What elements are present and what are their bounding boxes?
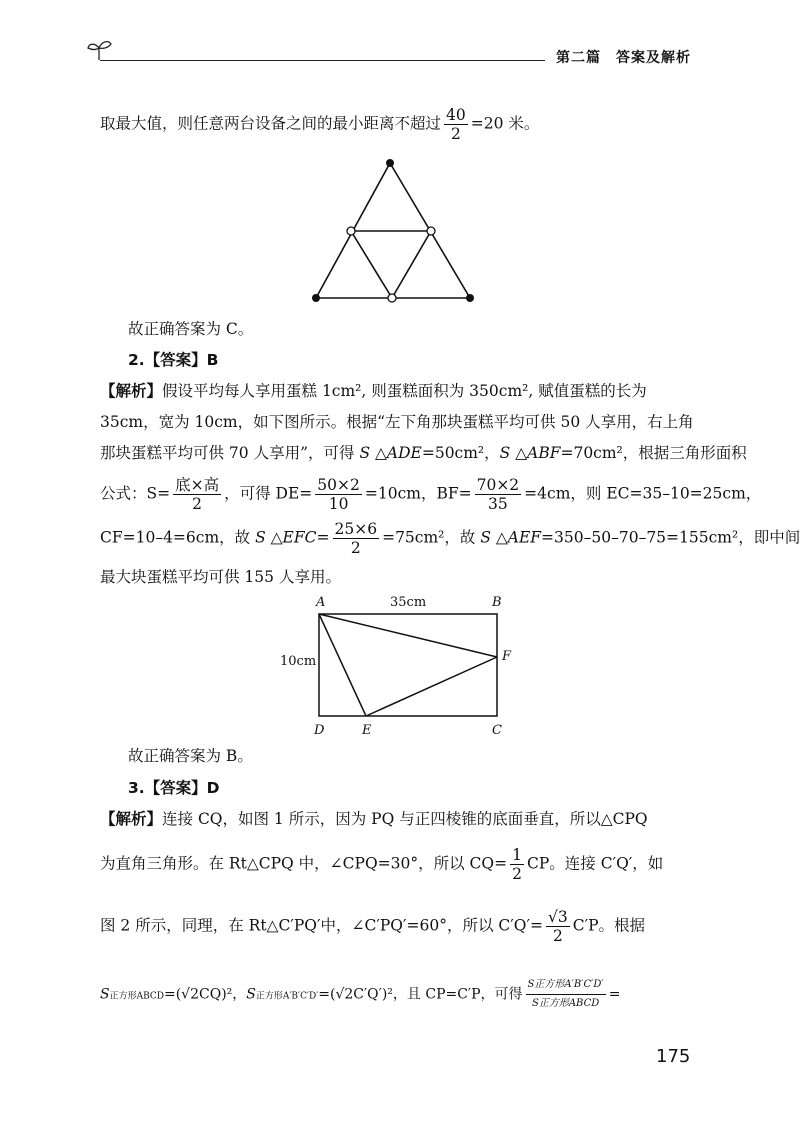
width-label: 10cm (280, 654, 317, 669)
q2-line-6: 最大块蛋糕平均可供 155 人享用。 (100, 568, 341, 586)
header-title: 第二篇 答案及解析 (556, 50, 691, 66)
label-C: C (492, 723, 502, 738)
fraction: $\frac{25\times 6}{2}$ (334, 520, 378, 557)
cake-rectangle (319, 614, 497, 716)
conclusion-2: 故正确答案为 B。 (128, 747, 253, 765)
fraction: $\frac{50\times 2}{10}$ (317, 476, 360, 513)
q3-line-4: S正方形ABCD=(√2CQ)²，S正方形A′B′C′D′=(√2C′Q′)²，且 CP=C′P，可得 $\frac{\text{S正方形A′B′C′D′}}{\text{S正方形ABCD}}$ = (100, 976, 620, 1013)
label-F: F (502, 649, 512, 664)
label-E: E (362, 723, 372, 738)
midpoint-hollow (388, 294, 396, 302)
analysis-tag: 【解析】 (100, 810, 163, 828)
midpoint-hollow (347, 227, 355, 235)
length-label: 35cm (390, 595, 427, 610)
fraction: $\frac{70\times 2}{35}$ (476, 476, 520, 513)
answer-2-label: 2.【答案】B (128, 351, 219, 369)
paragraph-distance (100, 106, 539, 143)
q2-line-5: CF=10–4=6cm，故 S △EFC= $\frac{25\times 6}{2}$ =75cm²，故 S △AEF=350–50–70–75=155cm²，即中间 (100, 520, 800, 557)
device-point-filled (312, 294, 320, 302)
label-D: D (314, 723, 325, 738)
segment-AF (319, 614, 497, 657)
figure-cake-rectangle (270, 590, 530, 740)
segment-AE (319, 614, 366, 716)
answer-3-label: 3.【答案】D (128, 779, 220, 797)
q2-line-1: 【解析】假设平均每人享用蛋糕 1cm², 则蛋糕面积为 350cm², 赋值蛋糕的长为 (100, 382, 647, 400)
label-A: A (316, 595, 326, 610)
q3-line-1: 【解析】连接 CQ，如图 1 所示，因为 PQ 与正四棱锥的底面垂直，所以△CPQ (100, 810, 648, 828)
segment-EF (366, 657, 497, 716)
fraction: $\frac{\text{S正方形A′B′C′D′}}{\text{S正方形ABCD}}$ (526, 976, 606, 1013)
device-point-filled (466, 294, 474, 302)
text: 取最大值，则任意两台设备之间的最小距离不超过 (100, 114, 442, 133)
q3-line-2: 为直角三角形。在 Rt△CPQ 中，∠CPQ=30°，所以 CQ= $\frac{1}{2}$ CP。连接 C′Q′，如 (100, 846, 664, 883)
label-B: B (492, 595, 502, 610)
q2-line-4: 公式：S= $\frac{\text{底×高}}{2}$ ，可得 DE= $\frac{50\times 2}{10}$ =10cm，BF= $\frac{70\times 2}{35}$ =4cm，则 EC=35–10=25cm， (100, 476, 762, 513)
sprout-logo-icon (86, 36, 112, 62)
fraction: $\frac{\text{底×高}}{2}$ (175, 476, 220, 513)
fraction: $\frac{1}{2}$ (512, 846, 522, 883)
q2-line-2: 35cm，宽为 10cm，如下图所示。根据“左下角那块蛋糕平均可供 50 人享用，右上角 (100, 413, 694, 431)
fraction: $\frac{40}{2}$ (446, 106, 466, 143)
device-point-filled (386, 159, 394, 167)
edge (351, 231, 392, 298)
figure-triangle-devices (300, 150, 490, 310)
text: =20 米。 (470, 114, 540, 133)
header-rule (100, 60, 545, 61)
conclusion-1: 故正确答案为 C。 (128, 320, 254, 338)
fraction: $\frac{√3}{2}$ (548, 908, 568, 945)
edge (392, 231, 431, 298)
analysis-tag: 【解析】 (100, 382, 163, 400)
q2-line-3: 那块蛋糕平均可供 70 人享用”，可得 S △ADE=50cm²，S △ABF=70cm²，根据三角形面积 (100, 444, 747, 462)
q3-line-3: 图 2 所示，同理，在 Rt△C′PQ′中，∠C′PQ′=60°，所以 C′Q′= $\frac{√3}{2}$ C′P。根据 (100, 908, 646, 945)
page-number: 175 (656, 1046, 691, 1067)
midpoint-hollow (427, 227, 435, 235)
